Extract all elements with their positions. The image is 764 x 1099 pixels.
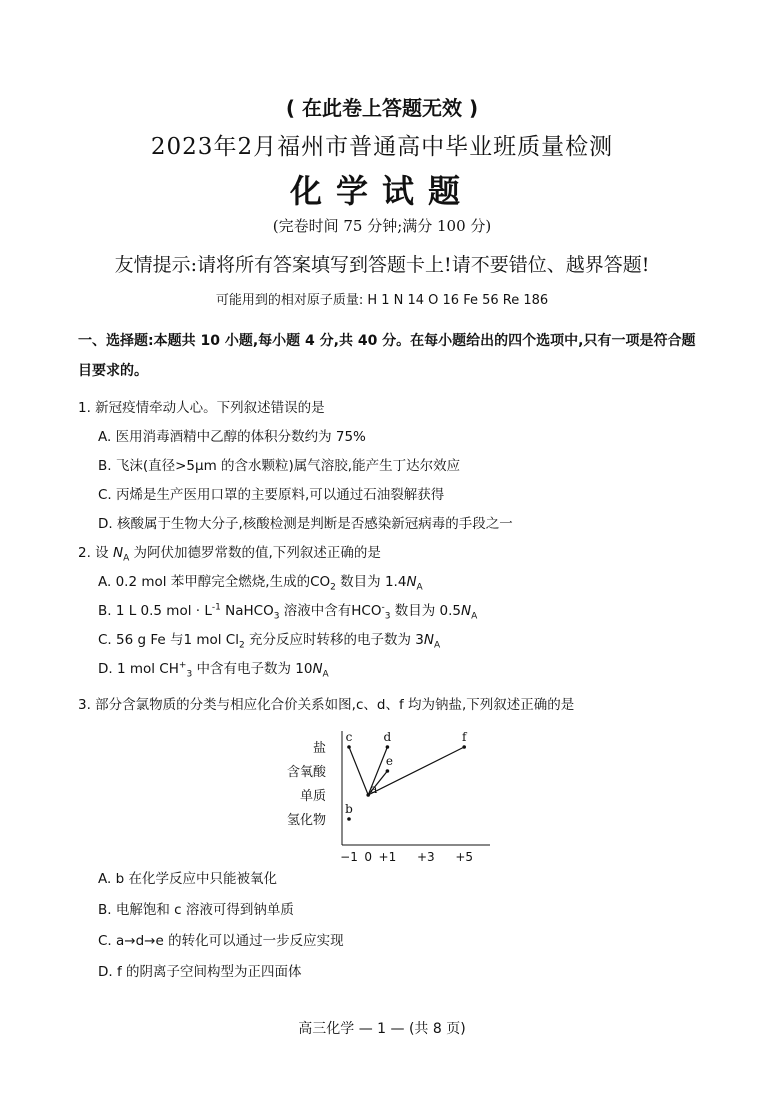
chart-lines	[349, 747, 464, 795]
exam-title: 2023年2月福州市普通高中毕业班质量检测	[150, 134, 614, 160]
chart-point-c	[347, 745, 351, 749]
chart-connector-line	[349, 747, 368, 795]
chart-point-label-e: e	[385, 754, 393, 768]
question-1-option-d: D. 核酸属于生物大分子,核酸检测是判断是否感染新冠病毒的手段之一	[98, 516, 513, 532]
chart-x-ticks	[340, 850, 473, 864]
section-heading: 一、选择题:本题共 10 小题,每小题 4 分,共 40 分。在每小题给出的四个选项中,只有一项是符合题目要求的。	[78, 333, 696, 379]
subject-title: 化学试题	[289, 172, 474, 210]
friendly-reminder: 友情提示:请将所有答案填写到答题卡上!请不要错位、越界答题!	[114, 254, 650, 276]
question-1-stem: 1. 新冠疫情牵动人心。下列叙述错误的是	[78, 400, 325, 416]
question-2-stem: 2. 设 $N_A$ 为阿伏加德罗常数的值,下列叙述正确的是	[78, 545, 381, 564]
avogadro-symbol: N	[112, 545, 124, 561]
page-footer: 高三化学 — 1 — (共 8 页)	[298, 1021, 466, 1037]
question-3-option-d: D. f 的阴离子空间构型为正四面体	[98, 964, 302, 980]
chart-y-label: 单质	[299, 789, 326, 804]
chart-point-label-a: a	[370, 782, 378, 796]
invalid-answer-notice: ( 在此卷上答题无效 )	[285, 96, 479, 120]
chart-point-label-d: d	[383, 730, 392, 744]
chart-connector-line	[368, 747, 464, 795]
chart-point-label-f: f	[461, 730, 467, 744]
chart-y-label: 含氧酸	[286, 765, 326, 780]
chart-x-tick: 0	[364, 850, 373, 864]
question-1-option-b: B. 飞沫(直径>5μm 的含水颗粒)属气溶胶,能产生丁达尔效应	[98, 458, 461, 474]
chart-point-label-b: b	[345, 802, 353, 816]
chart-x-tick: +5	[455, 850, 474, 864]
question-2-option-a: A. 0.2 mol 苯甲醇完全燃烧,生成的$CO_2$ 数目为 $1.4N_A$	[98, 574, 423, 593]
chart-point-label-c: c	[345, 730, 353, 744]
chart-y-label: 盐	[312, 741, 326, 756]
chart-point-e	[386, 769, 390, 773]
question-3-option-c: C. a→d→e 的转化可以通过一步反应实现	[98, 933, 344, 949]
chart-point-d	[386, 745, 390, 749]
question-3-option-a: A. b 在化学反应中只能被氧化	[98, 871, 277, 887]
chart-y-labels	[287, 740, 327, 828]
question-1-option-c: C. 丙烯是生产医用口罩的主要原料,可以通过石油裂解获得	[98, 487, 445, 503]
atomic-masses: 可能用到的相对原子质量: H 1 N 14 O 16 Fe 56 Re 186	[215, 293, 549, 308]
chart-y-label: 氢化物	[286, 813, 326, 828]
chart-x-tick: +1	[378, 850, 397, 864]
question-3-option-b: B. 电解饱和 c 溶液可得到钠单质	[98, 902, 294, 918]
question-1-option-a: A. 医用消毒酒精中乙醇的体积分数约为 75%	[98, 429, 366, 445]
question-3-stem: 3. 部分含氯物质的分类与相应化合价关系如图,c、d、f 均为钠盐,下列叙述正确的是	[78, 697, 575, 713]
exam-duration: (完卷时间 75 分钟;满分 100 分)	[272, 217, 492, 235]
chart-x-tick: −1	[340, 850, 358, 864]
chlorine-valence-chart	[270, 725, 500, 865]
chart-point-b	[347, 817, 351, 821]
question-2-option-d: D. 1 mol $CH^+_3$ 中含有电子数为 $10N_A$	[98, 660, 329, 680]
chart-x-tick: +3	[416, 850, 435, 864]
question-2-option-c: C. 56 g Fe 与1 mol $Cl_2$ 充分反应时转移的电子数为 $3N_A$	[98, 632, 441, 651]
chart-point-f	[462, 745, 466, 749]
question-2-option-b: B. 1 L 0.5 mol · $L^{-1}$ NaHCO$_3$ 溶液中含有$HCO^-_3$ 数目为 $0.5N_A$	[98, 602, 478, 622]
chart-axes	[342, 731, 490, 845]
